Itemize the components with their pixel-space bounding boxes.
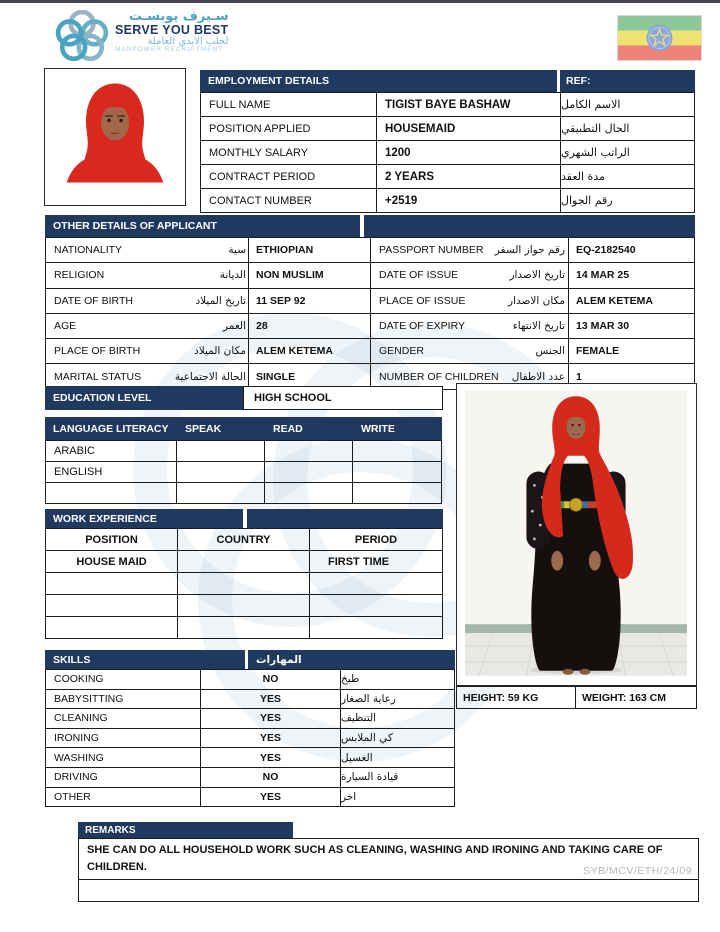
skill-label-arabic: طبخ [341, 673, 360, 686]
field-label: RELIGION [54, 269, 105, 282]
table-row [46, 551, 442, 573]
field-label-arabic: الراتب الشهري [561, 146, 630, 159]
table-row [46, 768, 454, 788]
field-label: MONTHLY SALARY [201, 141, 377, 164]
remarks-title: REMARKS [85, 824, 136, 836]
field-label: POSITION APPLIED [201, 117, 377, 140]
agency-name: SERVE YOU BEST [115, 22, 229, 37]
skill-label: COOKING [46, 670, 201, 689]
field-value: 14 MAR 25 [576, 269, 630, 282]
skill-label-arabic: الغسيل [341, 751, 373, 764]
table-row [201, 189, 694, 212]
language-col-header: WRITE [361, 422, 395, 435]
field-label-arabic: مكان الميلاد [194, 345, 246, 358]
other-details-table [45, 237, 695, 390]
height-value: HEIGHT: 59 KG [457, 687, 576, 708]
skill-value: YES [201, 709, 341, 728]
other-details-title: OTHER DETAILS OF APPLICANT [53, 220, 217, 232]
table-row [46, 690, 454, 710]
language-col-header: READ [273, 422, 303, 435]
write-cell [353, 462, 441, 482]
table-row [46, 289, 694, 314]
table-row [46, 729, 454, 749]
field-label: MARITAL STATUS [54, 370, 142, 383]
skill-label-arabic: كي الملابس [341, 732, 393, 745]
work-experience-table [45, 528, 443, 639]
education-level-value: HIGH SCHOOL [243, 386, 443, 410]
language-col-header: SPEAK [185, 422, 222, 435]
field-label: DATE OF BIRTH [54, 294, 133, 307]
agency-arabic-title: سـيرف يوبسـت [128, 9, 229, 24]
skill-label-arabic: التنظيف [341, 712, 377, 725]
table-row [46, 617, 442, 638]
write-cell [353, 483, 441, 503]
skill-label: CLEANING [46, 709, 201, 728]
employment-details-table [200, 92, 695, 213]
table-row [201, 93, 694, 117]
field-value: SINGLE [249, 364, 371, 388]
field-label-arabic: الاسم الكامل [561, 98, 621, 111]
field-label-arabic: الحال التطبيقي [561, 122, 630, 135]
agency-logo-rings-icon [55, 10, 109, 64]
skill-label: DRIVING [46, 768, 201, 787]
write-cell [353, 441, 441, 461]
table-row [46, 314, 694, 339]
skill-label: OTHER [46, 788, 201, 807]
table-row [201, 117, 694, 141]
field-value: HOUSEMAID [377, 117, 561, 140]
read-cell [265, 483, 353, 503]
language-literacy-section [45, 417, 442, 504]
field-label-arabic: العمر [222, 320, 246, 333]
field-value: 13 MAR 30 [576, 320, 630, 333]
field-label: CONTACT NUMBER [201, 189, 377, 212]
remarks-box [78, 838, 699, 902]
applicant-portrait-photo [44, 68, 186, 206]
skill-label-arabic: رعاية الصغار [341, 692, 396, 705]
document-code: SYB/MCV/ETH/24/09 [583, 865, 692, 877]
country-cell [178, 617, 310, 638]
skill-label-arabic: اخر [341, 790, 357, 803]
education-level-row [45, 386, 443, 410]
table-row [46, 595, 442, 617]
country-cell [178, 595, 310, 616]
table-row [46, 263, 694, 288]
period-cell [310, 617, 442, 638]
skills-table [45, 669, 455, 807]
other-details-section [45, 215, 695, 390]
table-row [46, 709, 454, 729]
period-cell [310, 573, 442, 594]
field-label: NATIONALITY [54, 244, 123, 257]
field-label-arabic: الجنس [535, 345, 565, 358]
skill-value: YES [201, 748, 341, 767]
employment-details-section [200, 70, 695, 213]
field-label: DATE OF ISSUE [379, 269, 459, 282]
field-value: EQ-2182540 [576, 244, 636, 257]
table-row [46, 748, 454, 768]
skill-label-arabic: قيادة السيارة [341, 771, 399, 784]
field-label: DATE OF EXPIRY [379, 320, 465, 333]
speak-cell [177, 462, 265, 482]
country-cell [178, 573, 310, 594]
skill-value: NO [201, 768, 341, 787]
position-cell [46, 595, 178, 616]
agency-subtitle: MANPOWER RECRUITMENT [115, 46, 224, 54]
field-value: TIGIST BAYE BASHAW [377, 93, 561, 116]
applicant-fullbody-photo [456, 383, 697, 686]
employment-details-title: EMPLOYMENT DETAILS [200, 70, 557, 92]
remarks-title-bar [78, 822, 293, 838]
table-row [46, 573, 442, 595]
table-row [46, 339, 694, 364]
field-value: 28 [249, 314, 371, 338]
weight-value: WEIGHT: 163 CM [582, 691, 667, 704]
field-label-arabic: سية [228, 244, 246, 257]
skill-value: YES [201, 690, 341, 709]
field-label: PLACE OF BIRTH [54, 345, 141, 358]
table-row [201, 165, 694, 189]
speak-cell [177, 441, 265, 461]
skills-title: SKILLS [45, 650, 245, 669]
country-cell [178, 551, 310, 572]
field-label: AGE [54, 320, 77, 333]
period-cell [310, 595, 442, 616]
field-label-arabic: عدد الاطفال [511, 370, 565, 383]
position-cell [46, 573, 178, 594]
field-label-arabic: الديانة [219, 269, 246, 282]
education-level-label: EDUCATION LEVEL [45, 386, 243, 410]
read-cell [265, 462, 353, 482]
work-experience-title: WORK EXPERIENCE [45, 509, 243, 528]
position-cell: HOUSE MAID [46, 551, 178, 572]
field-value: ETHIOPIAN [249, 238, 371, 262]
read-cell [265, 441, 353, 461]
ref-label: REF: [560, 70, 695, 92]
field-value: +2519 [377, 189, 561, 212]
field-label: CONTRACT PERIOD [201, 165, 377, 188]
field-label-arabic: رقم الجوال [561, 194, 613, 207]
agency-arabic-subtitle: لجلب الايدي العاملة [147, 35, 229, 47]
field-value: 1200 [377, 141, 561, 164]
field-value: FEMALE [576, 345, 620, 358]
skill-value: NO [201, 670, 341, 689]
skills-section [45, 650, 455, 807]
skills-title-arabic: المهارات [248, 650, 455, 669]
language-name [46, 483, 177, 503]
measurements-row [456, 686, 697, 709]
field-value: ALEM KETEMA [576, 294, 653, 307]
field-label-arabic: مدة العقد [561, 170, 605, 183]
field-label-arabic: تاريخ الانتهاء [512, 320, 565, 333]
field-label-arabic: الحالة الاجتماعية [174, 370, 246, 383]
position-cell [46, 617, 178, 638]
ethiopia-flag [617, 15, 702, 61]
skill-value: YES [201, 729, 341, 748]
period-col-header: PERIOD [354, 533, 398, 546]
language-col-header: LANGUAGE LITERACY [53, 422, 169, 435]
work-experience-section [45, 509, 443, 639]
skill-label: WASHING [46, 748, 201, 767]
country-col-header: COUNTRY [178, 529, 310, 550]
skill-label: BABYSITTING [46, 690, 201, 709]
speak-cell [177, 483, 265, 503]
language-name: ARABIC [46, 441, 177, 461]
skill-label: IRONING [46, 729, 201, 748]
field-value: 11 SEP 92 [249, 289, 371, 313]
table-header-row [46, 529, 442, 551]
remarks-text: SHE CAN DO ALL HOUSEHOLD WORK SUCH AS CLEANING, WASHING AND IRONING AND TAKING CARE OF CHILDREN. [87, 844, 663, 874]
table-row [46, 670, 454, 690]
table-row [46, 441, 441, 462]
skill-value: YES [201, 788, 341, 807]
field-value: 2 YEARS [377, 165, 561, 188]
period-cell: FIRST TIME [328, 555, 390, 568]
remarks-empty-row [79, 879, 698, 902]
field-value: ALEM KETEMA [249, 339, 371, 363]
position-col-header: POSITION [46, 529, 178, 550]
field-label-arabic: تاريخ الاصدار [509, 269, 565, 282]
field-label-arabic: تاريخ الميلاد [195, 294, 246, 307]
field-label-arabic: رقم جواز السفر [494, 244, 565, 257]
language-name: ENGLISH [46, 462, 177, 482]
page-top-edge [0, 0, 720, 3]
field-label-arabic: مكان الاصدار [508, 294, 565, 307]
table-row [46, 238, 694, 263]
table-row [46, 462, 441, 483]
table-row [201, 141, 694, 165]
language-literacy-table [45, 440, 442, 504]
field-label: PLACE OF ISSUE [379, 294, 466, 307]
agency-logo [55, 10, 315, 66]
table-row [46, 483, 441, 503]
field-label: PASSPORT NUMBER [379, 244, 484, 257]
table-row [46, 788, 454, 807]
field-value: NON MUSLIM [249, 263, 371, 287]
field-label: FULL NAME [201, 93, 377, 116]
field-value: 1 [576, 370, 582, 383]
field-label: NUMBER OF CHILDREN [379, 370, 499, 383]
field-label: GENDER [379, 345, 424, 358]
